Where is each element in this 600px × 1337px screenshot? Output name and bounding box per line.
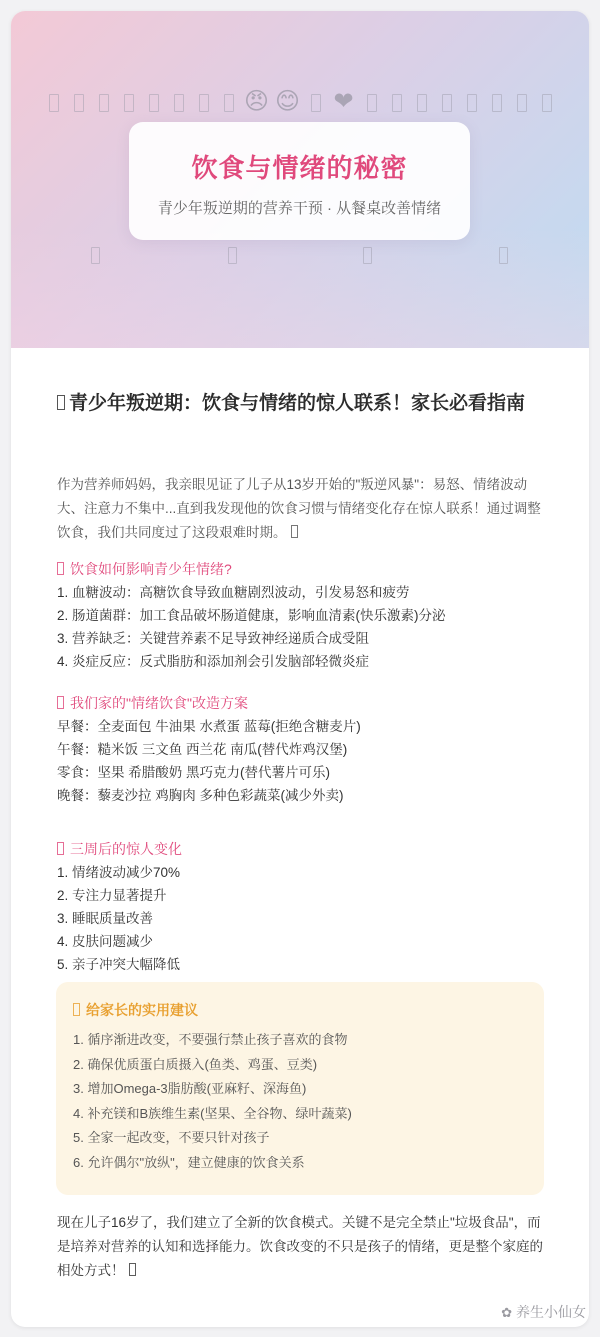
list-item: 3. 睡眠质量改善 [57, 911, 154, 926]
list-item: 3. 增加Omega-3脂肪酸(亚麻籽、深海鱼) [73, 1081, 307, 1096]
title-box [129, 122, 470, 240]
hero-banner [11, 11, 589, 348]
emoji-placeholder-icon [174, 94, 184, 112]
emoji-placeholder-icon [367, 94, 377, 112]
list-item: 4. 皮肤问题减少 [57, 934, 154, 949]
watermark-logo-icon: ✿ [501, 1305, 513, 1320]
emoji-placeholder-icon [199, 94, 209, 112]
article-card [11, 11, 589, 1327]
list-item: 晚餐：藜麦沙拉 鸡胸肉 多种色彩蔬菜(减少外卖) [57, 788, 344, 803]
list-item: 零食：坚果 希腊酸奶 黑巧克力(替代薯片可乐) [57, 765, 330, 780]
emoji-row [11, 89, 589, 119]
emoji-placeholder-icon [499, 247, 508, 264]
list-item: 4. 补充镁和B族维生素(坚果、全谷物、绿叶蔬菜) [73, 1105, 352, 1121]
list-item: 6. 允许偶尔"放纵"，建立健康的饮食关系 [73, 1154, 305, 1170]
emoji-placeholder-icon [149, 94, 159, 112]
emoji-placeholder-icon [224, 94, 234, 112]
page-title: 饮食与情绪的秘密 [191, 153, 408, 183]
emoji-placeholder-icon [442, 94, 452, 112]
emoji-placeholder-icon [542, 94, 552, 112]
emoji-placeholder-icon [129, 1263, 136, 1276]
emoji-placeholder-icon [363, 247, 372, 264]
emoji-placeholder-icon [57, 562, 64, 575]
advice-box [56, 982, 544, 1195]
list-item: 2. 专注力显著提升 [57, 888, 167, 903]
emoji-placeholder-icon [291, 525, 298, 538]
decoration-row [11, 247, 589, 269]
section-results [57, 837, 543, 976]
angry-face-icon: 😠 [243, 88, 270, 115]
results-list [57, 861, 543, 976]
list-item: 5. 亲子冲突大幅降低 [57, 957, 181, 972]
list-item: 3. 营养缺乏：关键营养素不足导致神经递质合成受阻 [57, 631, 370, 646]
section-diet-plan [57, 691, 543, 807]
list-item: 4. 炎症反应：反式脂肪和添加剂会引发脑部轻微炎症 [57, 654, 370, 669]
emoji-placeholder-icon [99, 94, 109, 112]
list-item: 早餐：全麦面包 牛油果 水煮蛋 蓝莓(拒绝含糖麦片) [57, 719, 361, 734]
smiling-face-icon: 😊 [274, 88, 301, 115]
list-item: 2. 肠道菌群：加工食品破坏肠道健康，影响血清素(快乐激素)分泌 [57, 608, 446, 623]
meal-plan-list [57, 715, 543, 807]
emoji-placeholder-icon [124, 94, 134, 112]
section-title: 三周后的惊人变化 [57, 837, 543, 861]
advice-list [73, 1028, 352, 1175]
list-item: 午餐：糙米饭 三文鱼 西兰花 南瓜(替代炸鸡汉堡) [57, 742, 348, 757]
section-title: 饮食如何影响青少年情绪? [57, 557, 543, 581]
page-subtitle: 青少年叛逆期的营养干预 · 从餐桌改善情绪 [157, 200, 442, 217]
emoji-placeholder-icon [91, 247, 100, 264]
emoji-placeholder-icon [311, 94, 321, 112]
emoji-placeholder-icon [49, 94, 59, 112]
list-item: 5. 全家一起改变，不要只针对孩子 [73, 1130, 270, 1145]
watermark: ✿ 养生小仙女 [501, 1304, 586, 1320]
closing-paragraph: 现在儿子16岁了，我们建立了全新的饮食模式。关键不是完全禁止"垃圾食品"，而是培养对营养的认知和选择能力。饮食改变的不只是孩子的情绪，更是整个家庭的相处方式！ [57, 1215, 543, 1278]
list-item: 1. 血糖波动：高糖饮食导致血糖剧烈波动，引发易怒和疲劳 [57, 585, 410, 600]
list-item: 1. 循序渐进改变，不要强行禁止孩子喜欢的食物 [73, 1032, 348, 1047]
section-emotion-impact [57, 557, 543, 673]
emoji-placeholder-icon [228, 247, 237, 264]
heart-icon: ❤ [333, 88, 354, 115]
emoji-placeholder-icon [467, 94, 477, 112]
impact-list [57, 581, 543, 673]
emoji-placeholder-icon [57, 696, 64, 709]
section-title: 我们家的"情绪饮食"改造方案 [57, 691, 543, 715]
list-item: 2. 确保优质蛋白质摄入(鱼类、鸡蛋、豆类) [73, 1056, 318, 1072]
emoji-placeholder-icon [417, 94, 427, 112]
intro-paragraph: 作为营养师妈妈，我亲眼见证了儿子从13岁开始的"叛逆风暴"：易怒、情绪波动大、注意力不集中...直到我发现他的饮食习惯与情绪变化存在惊人联系！通过调整饮食，我们共同度过了这段艰难时期。 [57, 477, 541, 540]
emoji-placeholder-icon [517, 94, 527, 112]
list-item: 1. 情绪波动减少70% [57, 865, 181, 880]
advice-title: 给家长的实用建议 [73, 1000, 198, 1020]
emoji-placeholder-icon [57, 395, 65, 410]
emoji-placeholder-icon [392, 94, 402, 112]
emoji-placeholder-icon [492, 94, 502, 112]
emoji-placeholder-icon [73, 1003, 80, 1016]
article-heading: 青少年叛逆期：饮食与情绪的惊人联系！家长必看指南 [57, 389, 543, 419]
emoji-placeholder-icon [57, 842, 64, 855]
emoji-placeholder-icon [74, 94, 84, 112]
